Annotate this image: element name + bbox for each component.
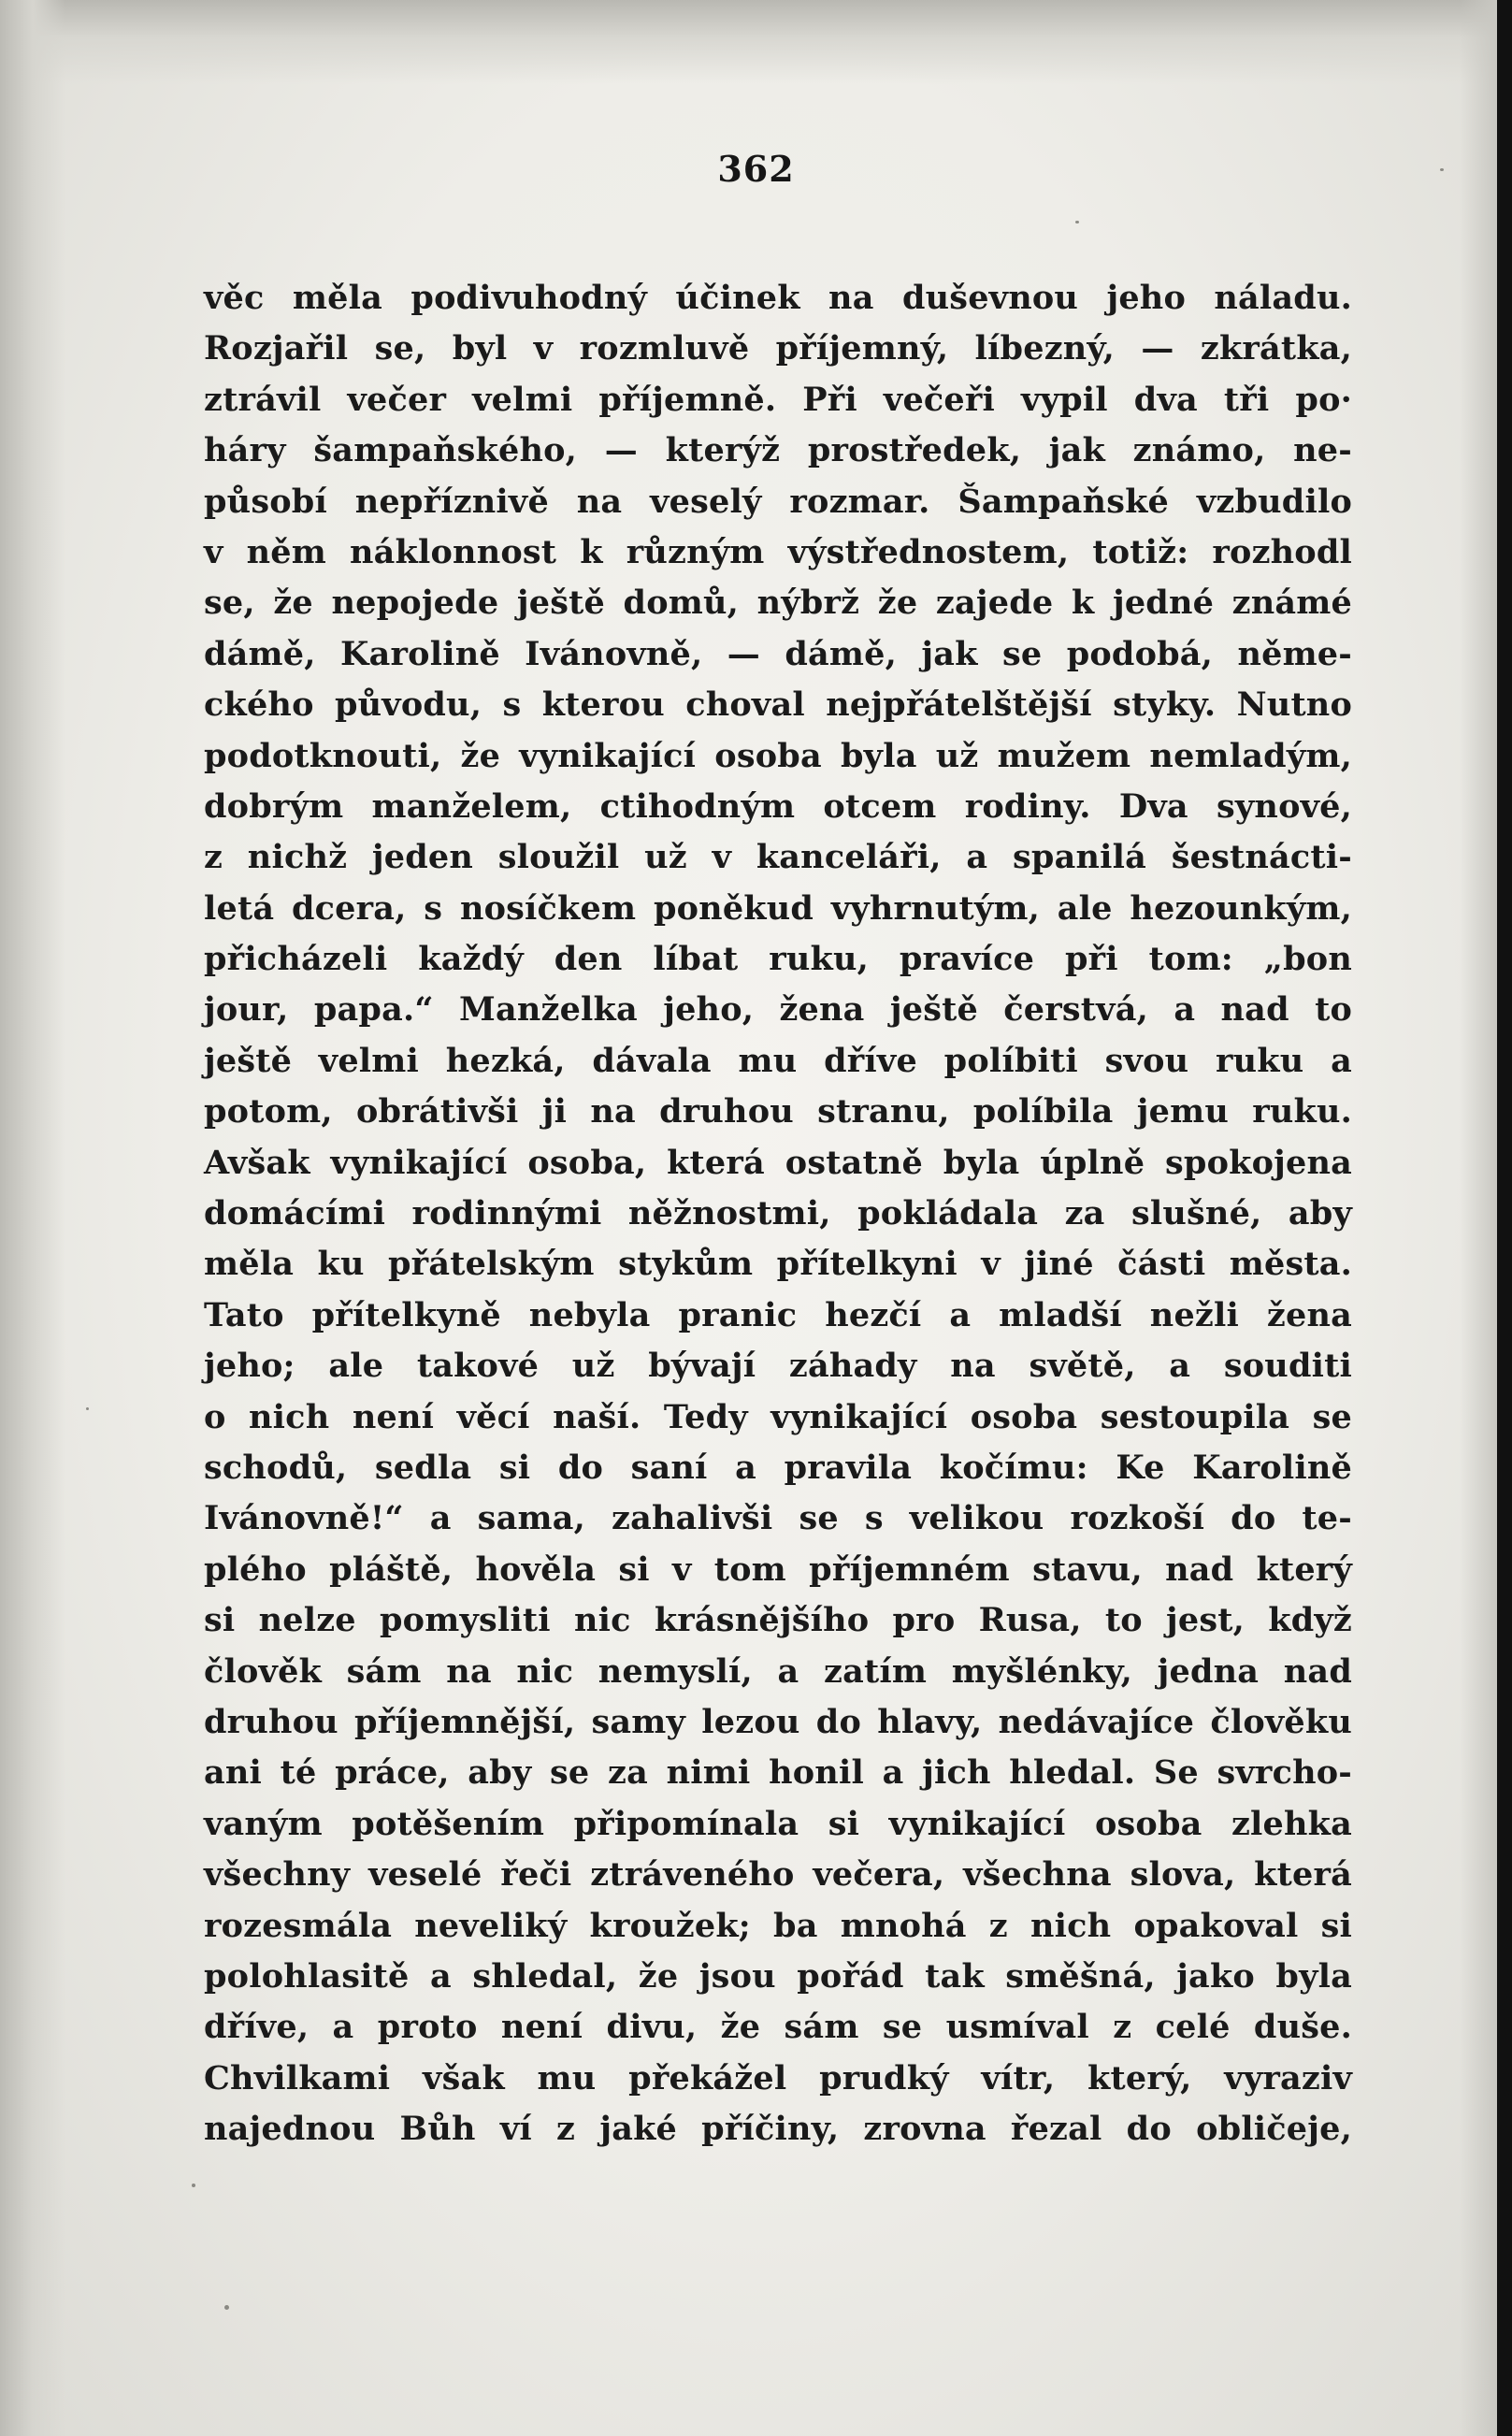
text-line: v něm náklonnost k různým výstřednostem, totiž: rozhodl — [204, 532, 1352, 571]
text-line: dříve, a proto není divu, že sám se usmíval z celé duše. — [204, 2008, 1352, 2047]
text-line: jour, papa.“ Manželka jeho, žena ještě čerstvá, a nad to — [204, 990, 1352, 1030]
page-number: 362 — [717, 148, 795, 190]
text-line: jeho; ale takové už bývají záhady na světě, a souditi — [204, 1347, 1352, 1386]
text-line: věc měla podivuhodný účinek na duševnou jeho náladu. — [204, 279, 1352, 317]
text-line: přicházeli každý den líbat ruku, pravíce při tom: „bon — [204, 940, 1352, 979]
text-line: Tato přítelkyně nebyla pranic hezčí a mladší nežli žena — [204, 1295, 1352, 1334]
text-line: letá dcera, s nosíčkem poněkud vyhrnutým, ale hezounkým, — [204, 888, 1352, 928]
paper-speck — [224, 2305, 229, 2310]
text-line: o nich není věcí naší. Tedy vynikající osoba sestoupila se — [204, 1397, 1352, 1436]
text-line: vaným potěšením připomínala si vynikající osoba zlehka — [204, 1804, 1352, 1843]
body-text — [204, 273, 1352, 2155]
text-line: dobrým manželem, ctihodným otcem rodiny. Dva synové, — [204, 786, 1352, 826]
text-line: člověk sám na nic nemyslí, a zatím myšlénky, jedna nad — [204, 1651, 1352, 1691]
scan-shadow-top — [0, 0, 1512, 84]
text-line: háry šampaňského, — kterýž prostředek, jak známo, ne- — [204, 431, 1352, 470]
text-line: působí nepříznivě na veselý rozmar. Šampaňské vzbudilo — [204, 482, 1352, 521]
text-line: domácími rodinnými něžnostmi, pokládala za slušné, aby — [204, 1194, 1352, 1233]
scan-shadow-left — [0, 0, 65, 2436]
text-line: Ivánovně!“ a sama, zahalivši se s velikou rozkoší do te- — [204, 1499, 1352, 1538]
text-line: ani té práce, aby se za nimi honil a jich hledal. Se svrcho- — [204, 1753, 1352, 1793]
text-line: se, že nepojede ještě domů, nýbrž že zajede k jedné známé — [204, 584, 1352, 623]
text-line: Chvilkami však mu překážel prudký vítr, který, vyraziv — [204, 2058, 1352, 2097]
text-line: schodů, sedla si do saní a pravila kočímu: Ke Karolině — [204, 1448, 1352, 1487]
text-line: rozesmála neveliký kroužek; ba mnohá z nich opakoval si — [204, 1906, 1352, 1945]
text-line: najednou Bůh ví z jaké příčiny, zrovna řezal do obličeje, — [204, 2110, 1352, 2149]
scan-border-right — [1497, 0, 1512, 2436]
paper-speck — [86, 1407, 89, 1410]
text-line: Rozjařil se, byl v rozmluvě příjemný, líbezný, — zkrátka, — [204, 329, 1352, 368]
paper-speck — [192, 2184, 195, 2187]
text-line: dámě, Karolině Ivánovně, — dámě, jak se podobá, něme- — [204, 634, 1352, 673]
text-line: si nelze pomysliti nic krásnějšího pro Rusa, to jest, když — [204, 1601, 1352, 1640]
text-line: ještě velmi hezká, dávala mu dříve políbiti svou ruku a — [204, 1041, 1352, 1080]
text-line: všechny veselé řeči ztráveného večera, všechna slova, která — [204, 1855, 1352, 1895]
text-line: Avšak vynikající osoba, která ostatně byla úplně spokojena — [204, 1143, 1352, 1182]
paper-speck — [1075, 221, 1079, 223]
text-line: z nichž jeden sloužil už v kanceláři, a spanilá šestnácti- — [204, 838, 1352, 877]
text-line: potom, obrátivši ji na druhou stranu, políbila jemu ruku. — [204, 1092, 1352, 1132]
text-line: druhou příjemnější, samy lezou do hlavy, nedávajíce člověku — [204, 1702, 1352, 1741]
text-line: ckého původu, s kterou choval nejpřátelštější styky. Nutno — [204, 685, 1352, 725]
text-line: podotknouti, že vynikající osoba byla už mužem nemladým, — [204, 736, 1352, 775]
text-line: ztrávil večer velmi příjemně. Při večeři vypil dva tři po· — [204, 380, 1352, 419]
text-line: polohlasitě a shledal, že jsou pořád tak směšná, jako byla — [204, 1956, 1352, 1996]
text-line: měla ku přátelským stykům přítelkyni v jiné části města. — [204, 1245, 1352, 1284]
scan-shadow-right — [1460, 0, 1497, 2436]
text-line: plého pláště, hověla si v tom příjemném stavu, nad který — [204, 1550, 1352, 1589]
